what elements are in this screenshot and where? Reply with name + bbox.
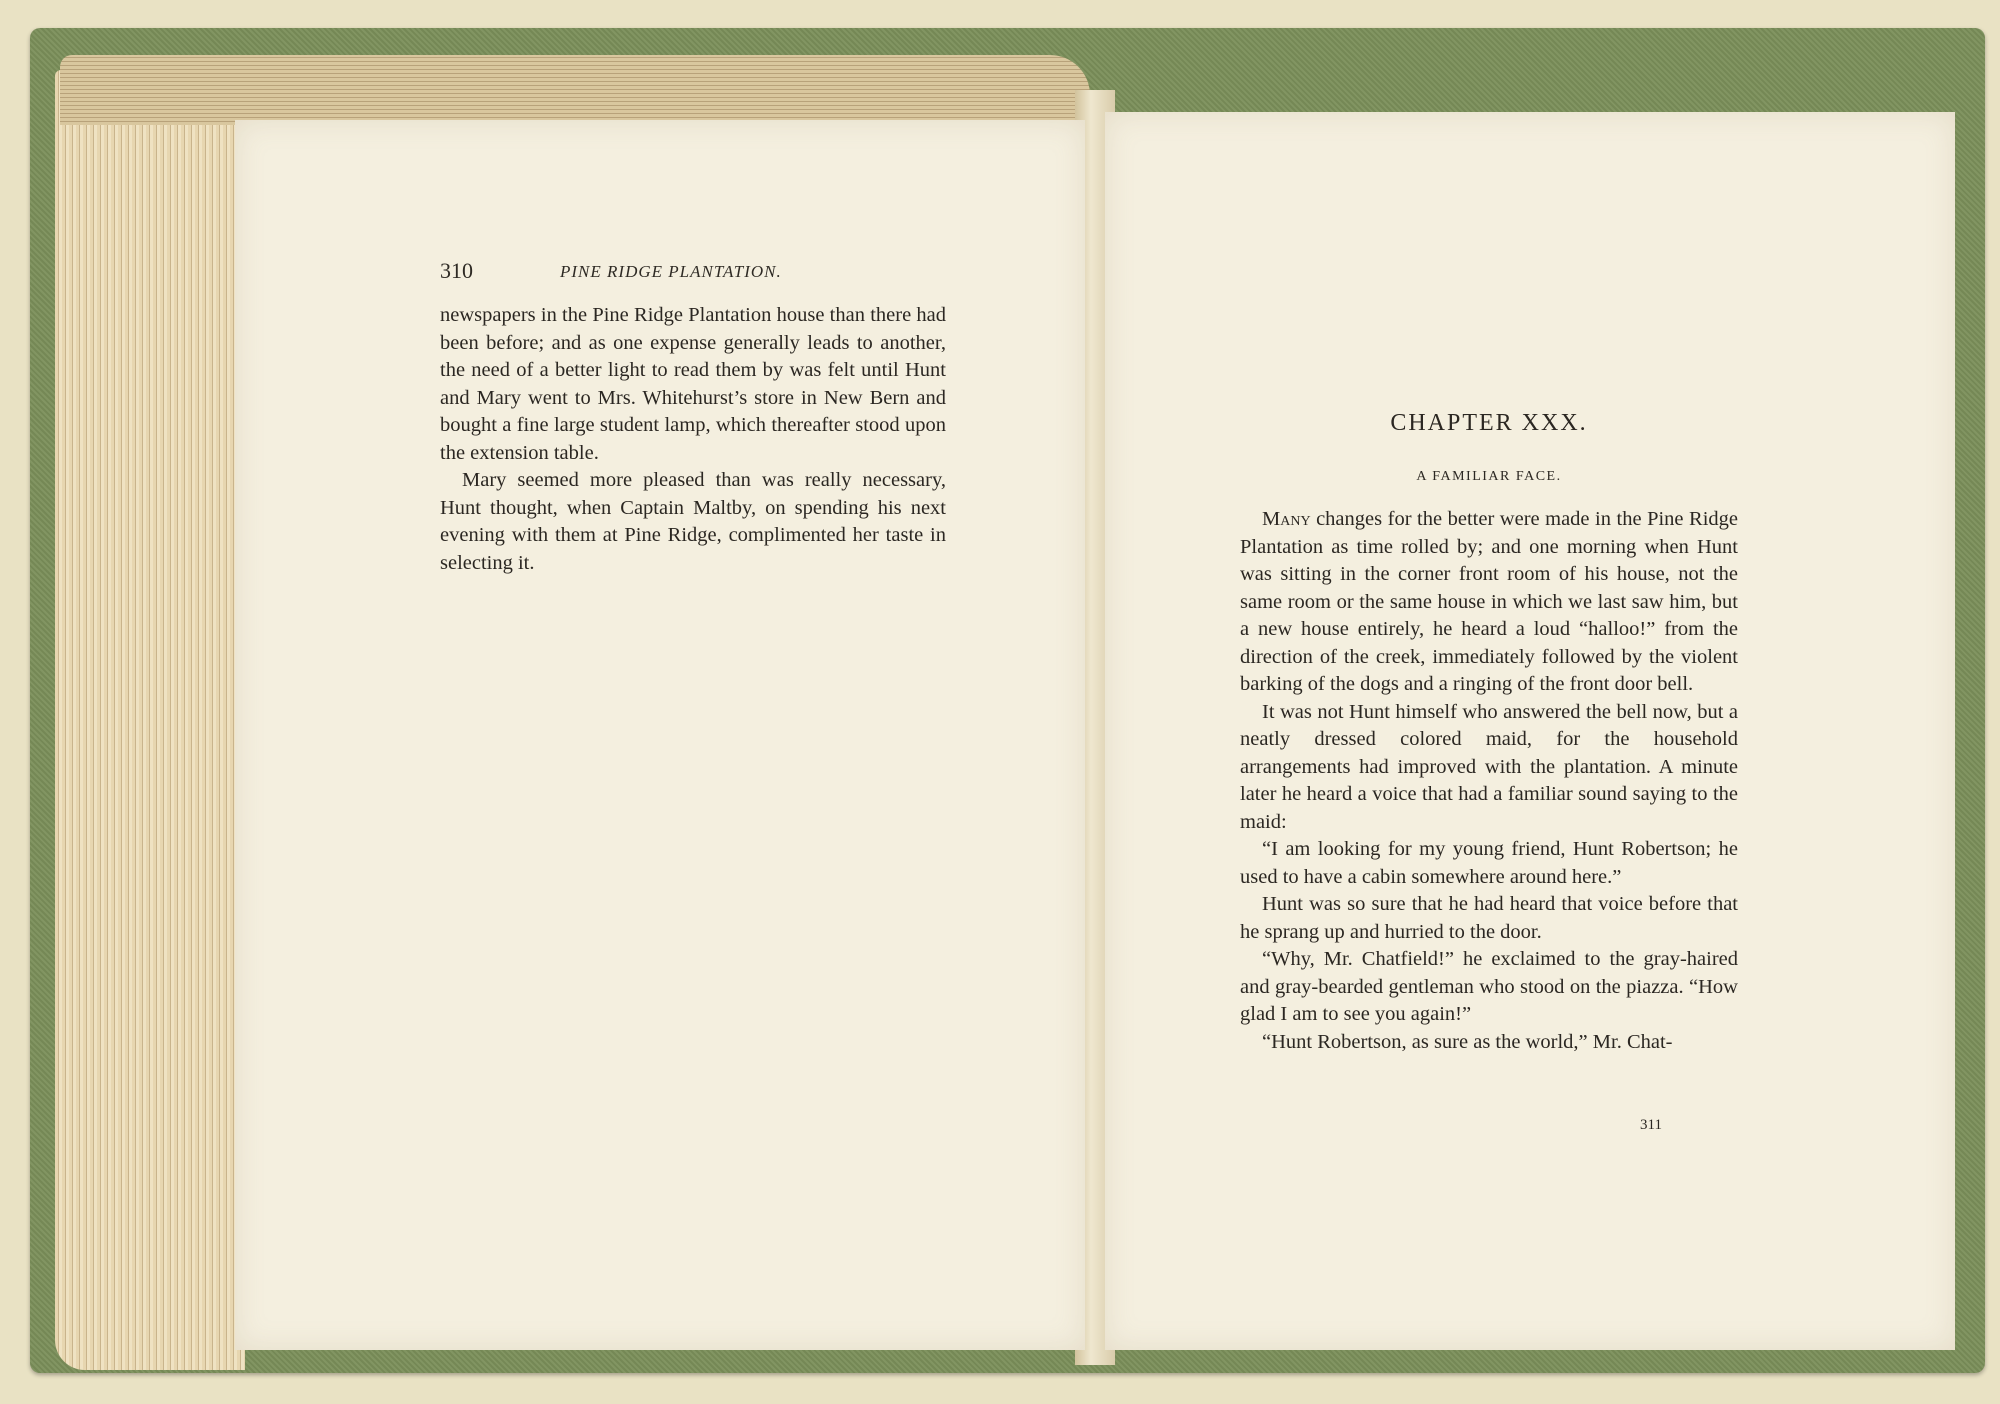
right-paragraph-3: “I am looking for my young friend, Hunt Robertson; he used to have a cabin somewhere around here.” <box>1240 838 1738 888</box>
right-paragraph-1 <box>1240 506 1738 699</box>
drop-word: Many <box>1262 508 1311 530</box>
right-paragraph-4: Hunt was so sure that he had heard that voice before that he sprang up and hurried to the door. <box>1240 893 1738 943</box>
right-page-body <box>1240 506 1738 1056</box>
right-paragraph-2: It was not Hunt himself who answered the bell now, but a neatly dressed colored maid, for the household arrangements had improved with the plantation. A minute later he heard a voice that had a familiar sound saying to the maid: <box>1240 700 1738 833</box>
chapter-title: A FAMILIAR FACE. <box>1416 469 1562 484</box>
right-paragraph-1-rest: changes for the better were made in the Pine Ridge Plantation as time rolled by; and one morning when Hunt was sitting in the corner front room of his house, not the same room or the same house in which we last saw him, but a new house entirely, he heard a loud “halloo!” from the direction of the creek, immediately followed by the violent barking of the dogs and a ringing of the front door bell. <box>1240 508 1738 695</box>
left-page-body <box>440 302 946 577</box>
right-page-number: 311 <box>1640 1117 1662 1133</box>
page-top-edge <box>60 55 1090 125</box>
right-paragraph-5: “Why, Mr. Chatfield!” he exclaimed to the gray-haired and gray-bearded gentleman who stood on the piazza. “How glad I am to see you again!” <box>1240 948 1738 1025</box>
running-head: PINE RIDGE PLANTATION. <box>560 262 782 281</box>
left-page-number: 310 <box>440 258 473 283</box>
page-stack-edge <box>55 70 245 1370</box>
left-paragraph-1: newspapers in the Pine Ridge Plantation house than there had been before; and as one expense generally leads to another, the need of a better light to read them by was felt until Hunt and Mary went to Mrs. Whitehurst’s store in New Bern and bought a fine large student lamp, which thereafter stood upon the extension table. <box>440 304 946 464</box>
chapter-heading: CHAPTER XXX. <box>1390 410 1588 436</box>
left-paragraph-2: Mary seemed more pleased than was really necessary, Hunt thought, when Captain Maltby, on spending his next evening with them at Pine Ridge, complimented her taste in selecting it. <box>440 469 946 574</box>
left-page-header <box>440 258 950 284</box>
right-paragraph-6: “Hunt Robertson, as sure as the world,” Mr. Chat- <box>1262 1030 1673 1053</box>
